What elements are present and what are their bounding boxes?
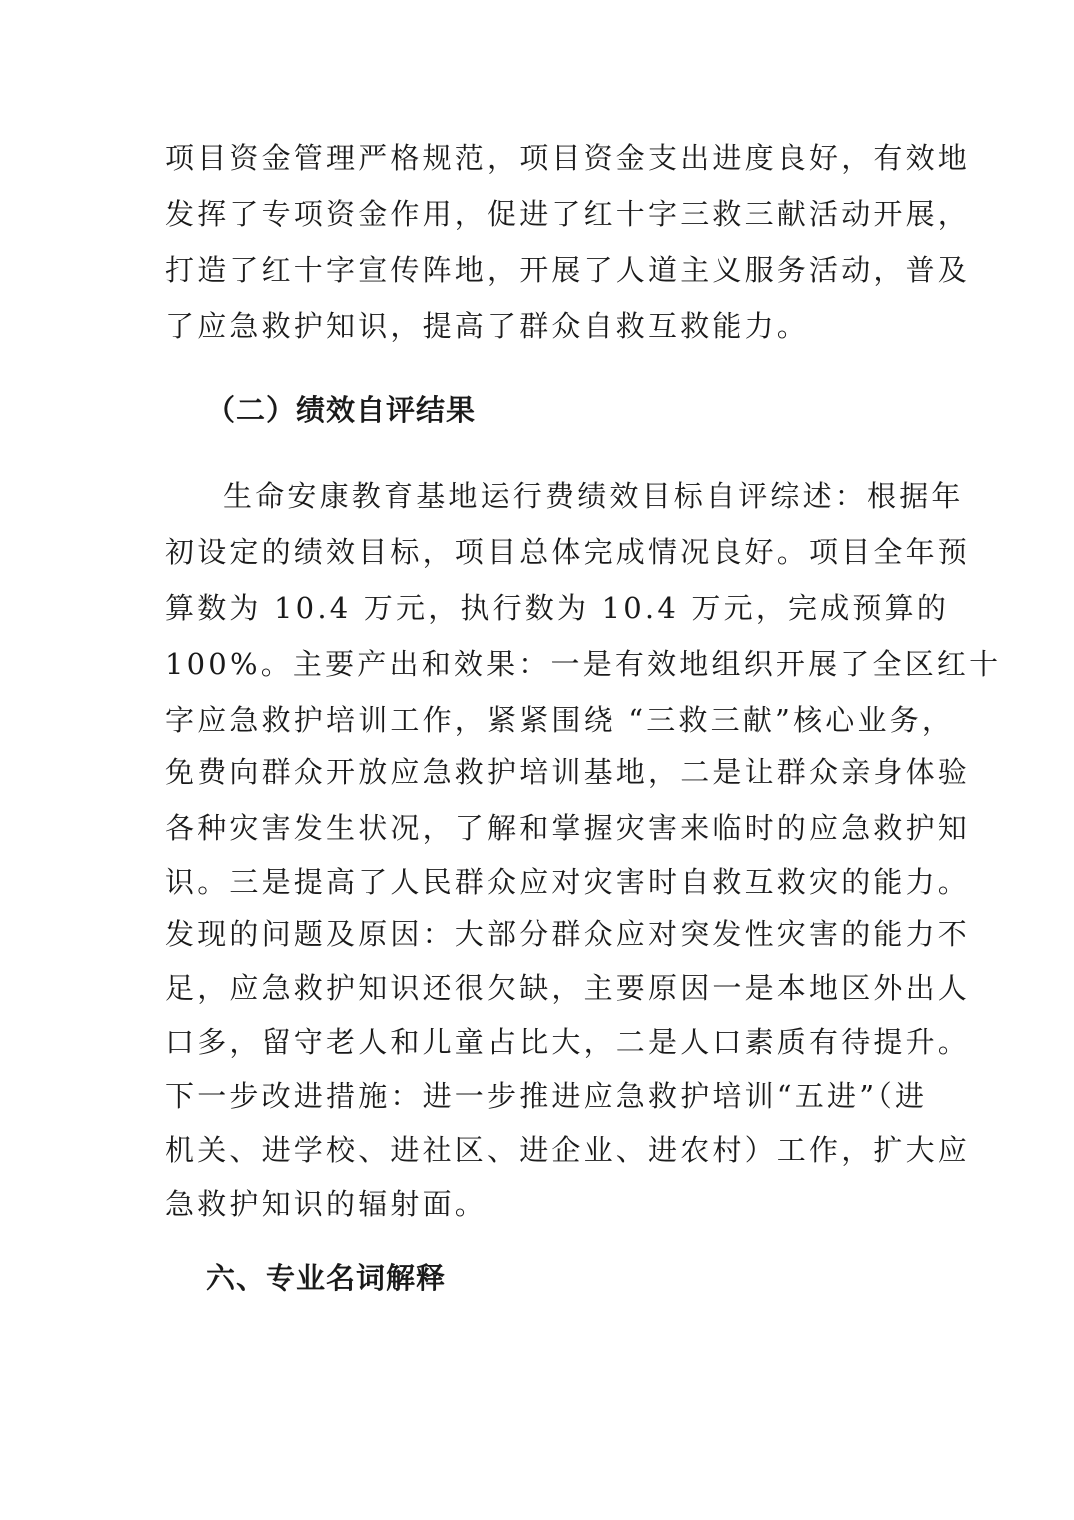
paragraph-2-line-14: 急救护知识的辐射面。 [165,1187,488,1221]
paragraph-2-line-4: 100%。主要产出和效果：一是有效地组织开展了全区红十 [165,647,1002,681]
paragraph-1-line-1: 项目资金管理严格规范，项目资金支出进度良好，有效地 [165,141,971,175]
section-heading-self-evaluation: （二）绩效自评结果 [206,393,477,427]
paragraph-2-line-5: 字应急救护培训工作，紧紧围绕 “三救三献”核心业务， [165,703,955,737]
paragraph-2-line-13: 机关、进学校、进社区、进企业、进农村）工作，扩大应 [165,1133,971,1167]
paragraph-2-line-10: 足，应急救护知识还很欠缺，主要原因一是本地区外出人 [165,971,971,1005]
paragraph-2-line-8: 识。三是提高了人民群众应对灾害时自救互救灾的能力。 [165,865,971,899]
paragraph-2-line-6: 免费向群众开放应急救护培训基地，二是让群众亲身体验 [165,755,971,789]
paragraph-2-line-7: 各种灾害发生状况，了解和掌握灾害来临时的应急救护知 [165,811,971,845]
paragraph-2-line-12: 下一步改进措施：进一步推进应急救护培训“五进”（进 [165,1079,928,1113]
paragraph-2-line-11: 口多，留守老人和儿童占比大，二是人口素质有待提升。 [165,1025,971,1059]
paragraph-2-line-1: 生命安康教育基地运行费绩效目标自评综述：根据年 [223,479,964,513]
paragraph-1-line-2: 发挥了专项资金作用，促进了红十字三救三献活动开展， [165,197,971,231]
paragraph-2-line-3: 算数为 10.4 万元，执行数为 10.4 万元，完成预算的 [165,591,950,625]
paragraph-2-line-9: 发现的问题及原因：大部分群众应对突发性灾害的能力不 [165,917,971,951]
paragraph-1-line-3: 打造了红十字宣传阵地，开展了人道主义服务活动，普及 [165,253,971,287]
paragraph-2-line-2: 初设定的绩效目标，项目总体完成情况良好。项目全年预 [165,535,971,569]
paragraph-1-line-4: 了应急救护知识，提高了群众自救互救能力。 [165,309,810,343]
section-heading-terms: 六、专业名词解释 [206,1261,447,1295]
